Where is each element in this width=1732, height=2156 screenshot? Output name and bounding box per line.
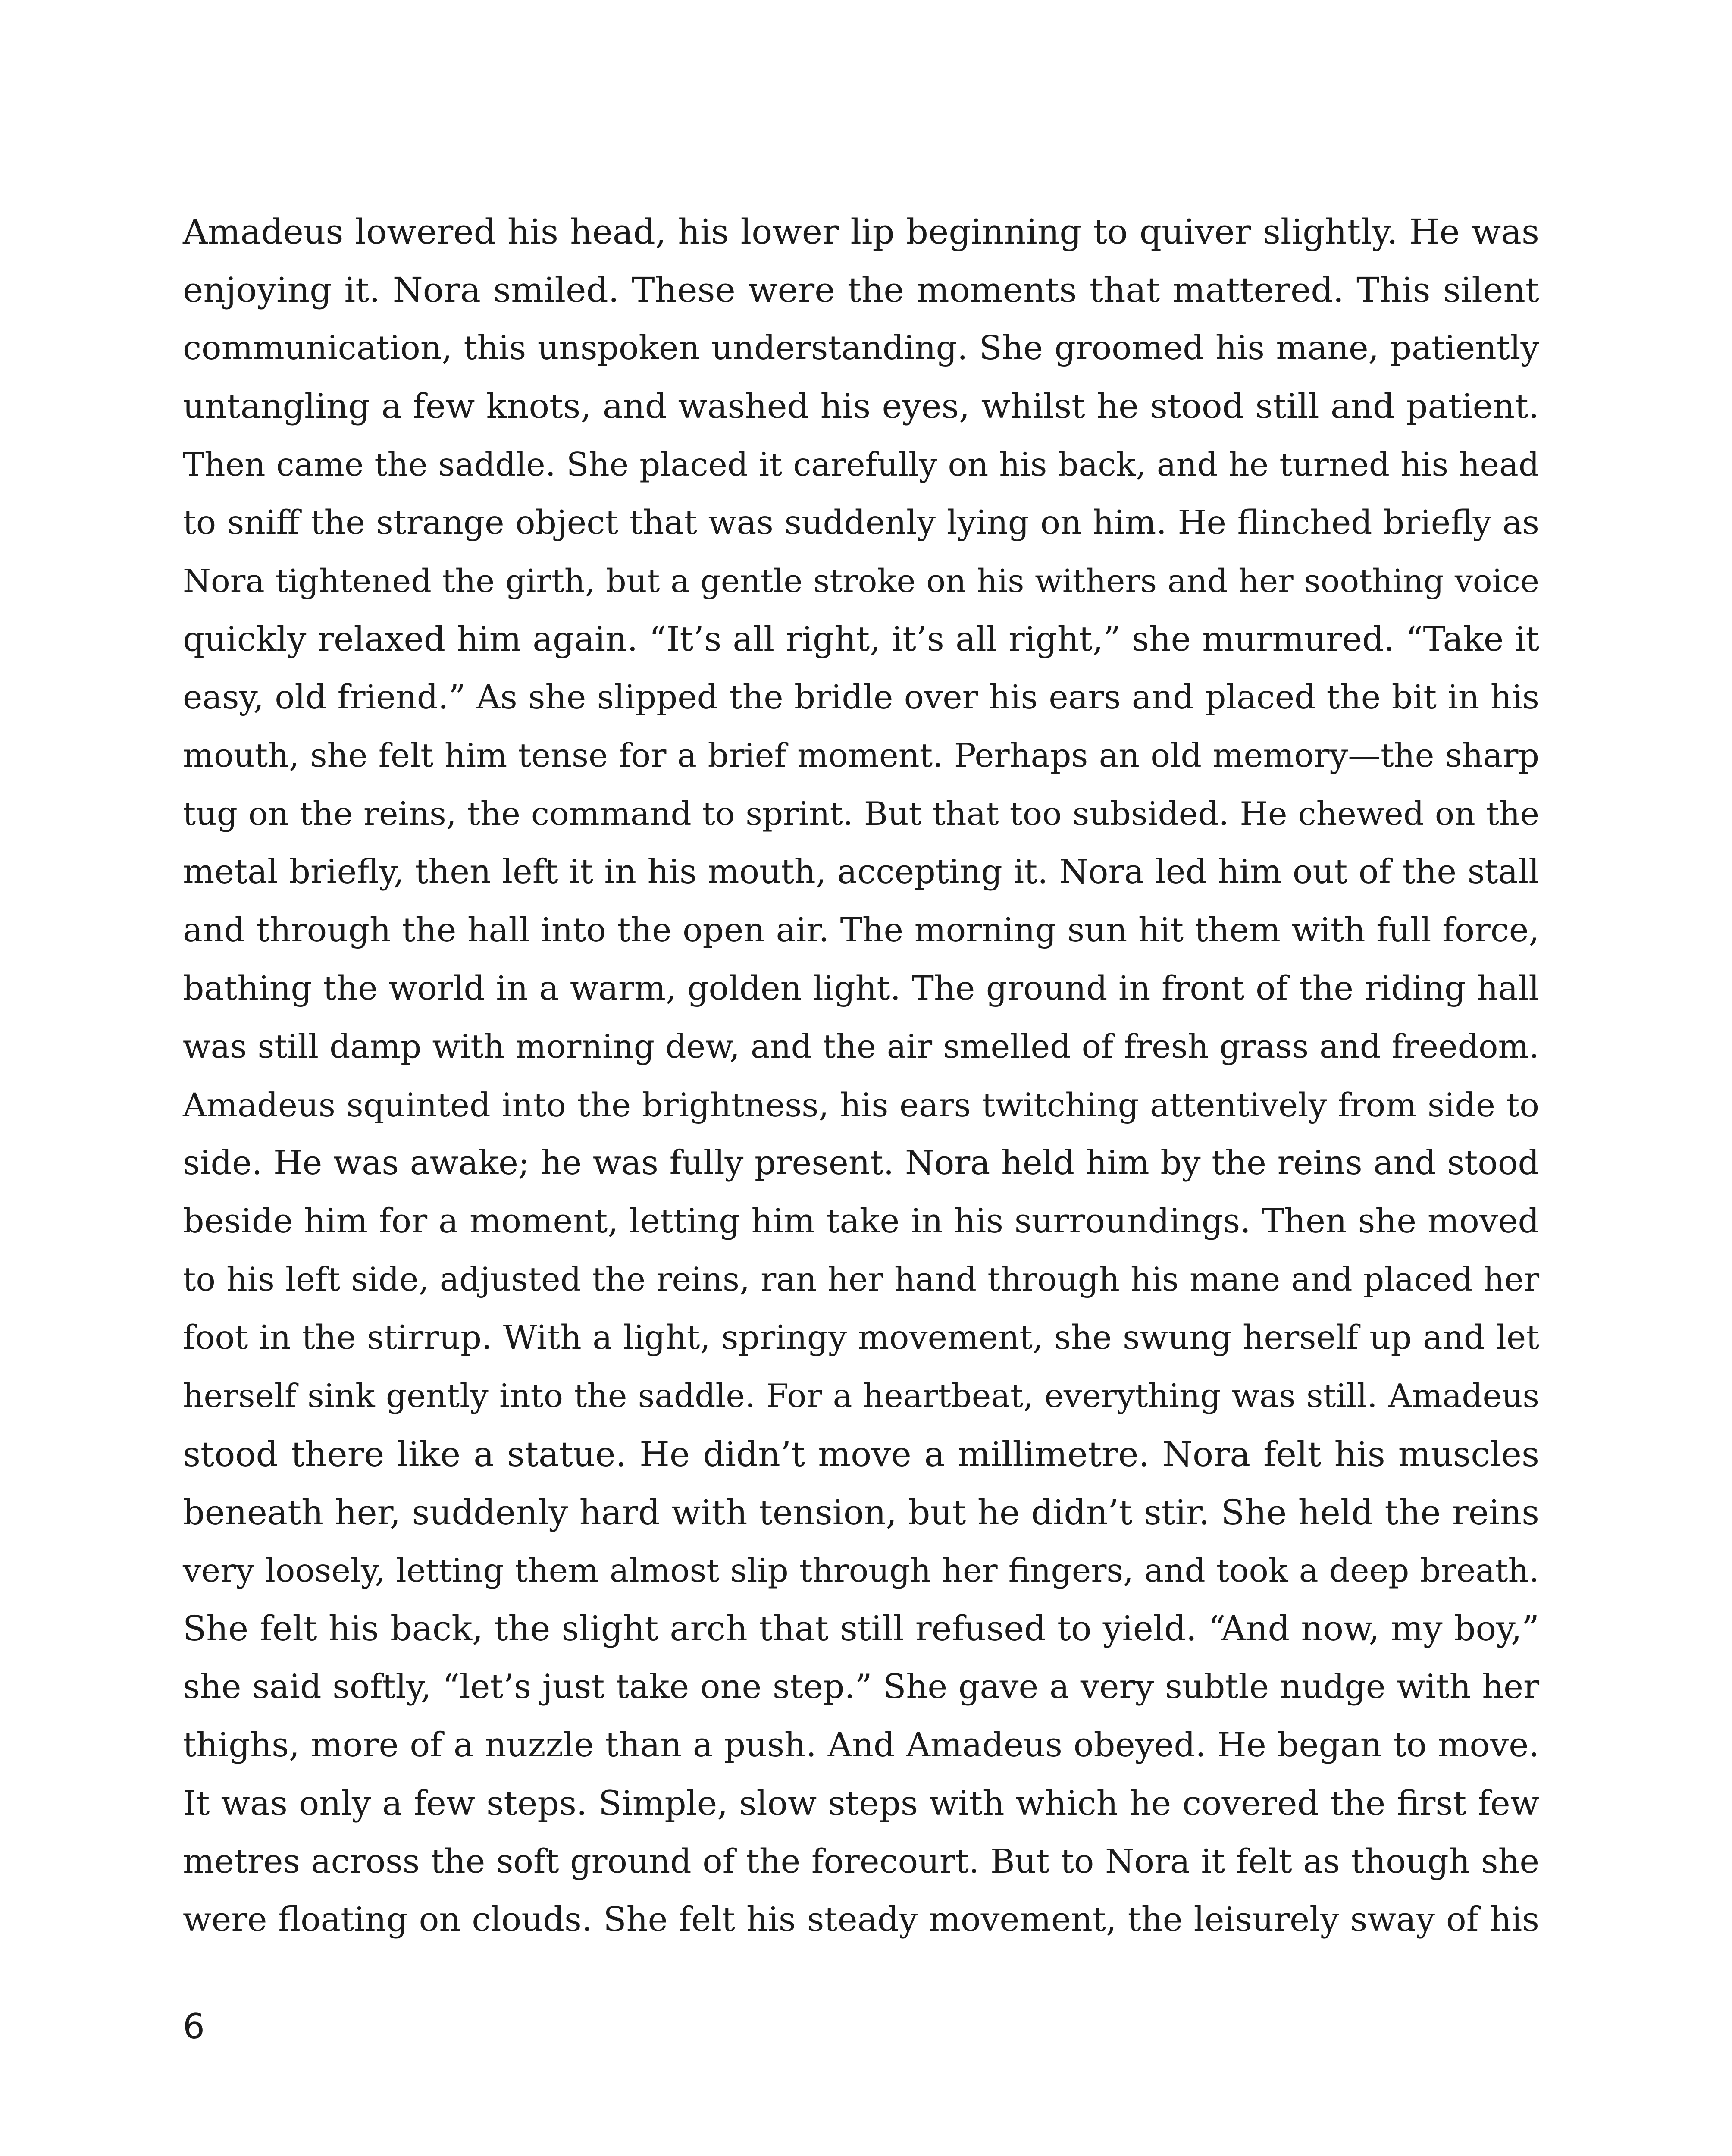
text-line: metres across the soft ground of the forecourt. But to Nora it felt as though she: [183, 1842, 1539, 1881]
text-line: to his left side, adjusted the reins, ran her hand through his mane and placed her: [183, 1260, 1539, 1298]
text-line: Then came the saddle. She placed it carefully on his back, and he turned his head: [183, 445, 1539, 483]
text-line: beneath her, suddenly hard with tension, but he didn’t stir. She held the reins: [183, 1492, 1539, 1532]
text-line: beside him for a moment, letting him take in his surroundings. Then she moved: [183, 1202, 1539, 1241]
text-line: to sniff the strange object that was suddenly lying on him. He flinched briefly as: [183, 504, 1539, 542]
text-line: Amadeus lowered his head, his lower lip beginning to quiver slightly. He was: [183, 212, 1539, 252]
text-line: stood there like a statue. He didn’t move a millimetre. Nora felt his muscles: [183, 1434, 1539, 1474]
text-line: herself sink gently into the saddle. For a heartbeat, everything was still. Amadeus: [183, 1377, 1539, 1415]
text-line: and through the hall into the open air. The morning sun hit them with full force,: [183, 911, 1539, 950]
text-line: side. He was awake; he was fully present. Nora held him by the reins and stood: [183, 1144, 1539, 1182]
text-line: communication, this unspoken understanding. She groomed his mane, patiently: [183, 329, 1539, 367]
text-line: quickly relaxed him again. “It’s all right, it’s all right,” she murmured. “Take it: [183, 620, 1539, 659]
page-number: 6: [183, 2006, 205, 2046]
text-line: foot in the stirrup. With a light, springy movement, she swung herself up and let: [183, 1319, 1539, 1357]
text-line: Nora tightened the girth, but a gentle stroke on his withers and her soothing voice: [183, 562, 1539, 600]
text-line: enjoying it. Nora smiled. These were the moments that mattered. This silent: [183, 270, 1539, 310]
text-line: very loosely, letting them almost slip through her fingers, and took a deep breath.: [183, 1551, 1539, 1589]
text-line: she said softly, “let’s just take one step.” She gave a very subtle nudge with her: [183, 1667, 1539, 1706]
text-line: tug on the reins, the command to sprint. But that too subsided. He chewed on the: [183, 795, 1539, 833]
text-line: easy, old friend.” As she slipped the bridle over his ears and placed the bit in his: [183, 678, 1539, 717]
text-line: Amadeus squinted into the brightness, his ears twitching attentively from side to: [183, 1086, 1539, 1124]
text-line: was still damp with morning dew, and the air smelled of fresh grass and freedom.: [183, 1028, 1539, 1065]
text-line: She felt his back, the slight arch that still refused to yield. “And now, my boy,”: [183, 1609, 1539, 1648]
body-paragraph: [183, 203, 1539, 1949]
text-line: untangling a few knots, and washed his eyes, whilst he stood still and patient.: [183, 386, 1539, 426]
text-line: bathing the world in a warm, golden light. The ground in front of the riding hall: [183, 969, 1539, 1008]
text-line: mouth, she felt him tense for a brief moment. Perhaps an old memory—the sharp: [183, 736, 1539, 774]
text-line: were floating on clouds. She felt his steady movement, the leisurely sway of his: [183, 1900, 1539, 1939]
text-line: metal briefly, then left it in his mouth, accepting it. Nora led him out of the stall: [183, 852, 1539, 891]
text-line: thighs, more of a nuzzle than a push. And Amadeus obeyed. He began to move.: [183, 1726, 1539, 1764]
text-line: It was only a few steps. Simple, slow steps with which he covered the first few: [183, 1783, 1539, 1823]
